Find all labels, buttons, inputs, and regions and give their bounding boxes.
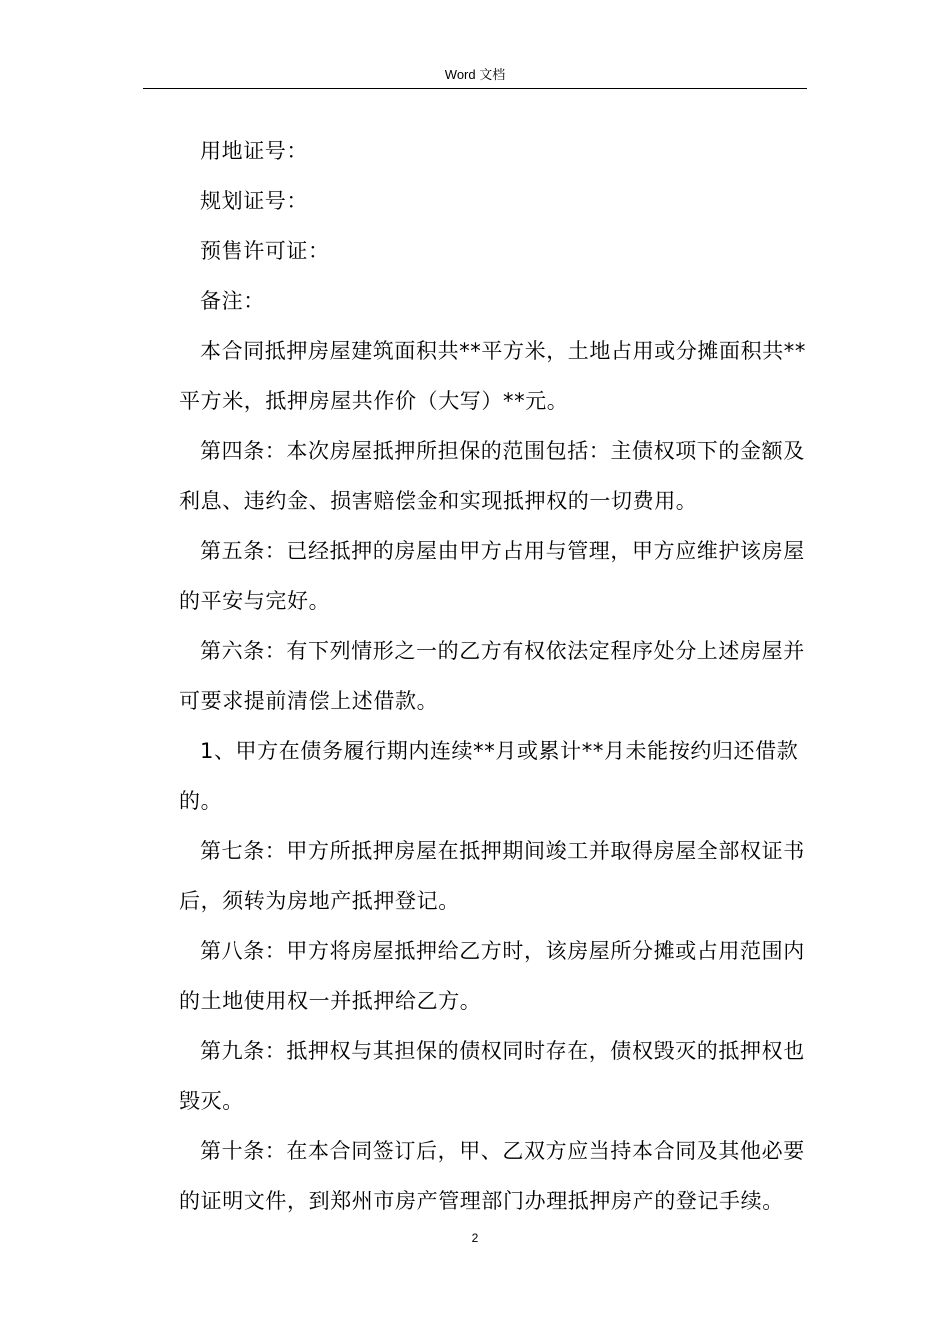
paragraph-article-5: 第五条：已经抵押的房屋由甲方占用与管理，甲方应维护该房屋的平安与完好。 (179, 539, 805, 613)
paragraph-planning-cert: 规划证号： (200, 189, 308, 213)
page-header: Word 文档 (444, 67, 506, 82)
paragraph-land-cert: 用地证号： (200, 139, 308, 163)
paragraph-article-7: 第七条：甲方所抵押房屋在抵押期间竣工并取得房屋全部权证书后，须转为房地产抵押登记。 (179, 839, 805, 913)
paragraph-article-6: 第六条：有下列情形之一的乙方有权依法定程序处分上述房屋并可要求提前清偿上述借款。 (179, 639, 805, 713)
paragraph-article-6-item-1: 1、甲方在债务履行期内连续**月或累计**月未能按约归还借款的。 (179, 739, 799, 813)
paragraph-remarks: 备注： (200, 289, 265, 313)
paragraph-article-8: 第八条：甲方将房屋抵押给乙方时，该房屋所分摊或占用范围内的土地使用权一并抵押给乙方。 (179, 939, 805, 1013)
paragraph-article-9: 第九条：抵押权与其担保的债权同时存在，债权毁灭的抵押权也毁灭。 (179, 1039, 805, 1113)
paragraph-area-valuation: 本合同抵押房屋建筑面积共**平方米，土地占用或分摊面积共**平方米，抵押房屋共作价（大写）**元。 (179, 339, 806, 413)
page-number: 2 (471, 1231, 479, 1245)
paragraph-article-10: 第十条：在本合同签订后，甲、乙双方应当持本合同及其他必要的证明文件，到郑州市房产管理部门办理抵押房产的登记手续。 (179, 1139, 805, 1213)
document-body (179, 126, 819, 1226)
header-rule (143, 88, 807, 89)
paragraph-article-4: 第四条：本次房屋抵押所担保的范围包括：主债权项下的金额及利息、违约金、损害赔偿金和实现抵押权的一切费用。 (179, 439, 805, 513)
paragraph-presale-permit: 预售许可证： (200, 239, 330, 263)
